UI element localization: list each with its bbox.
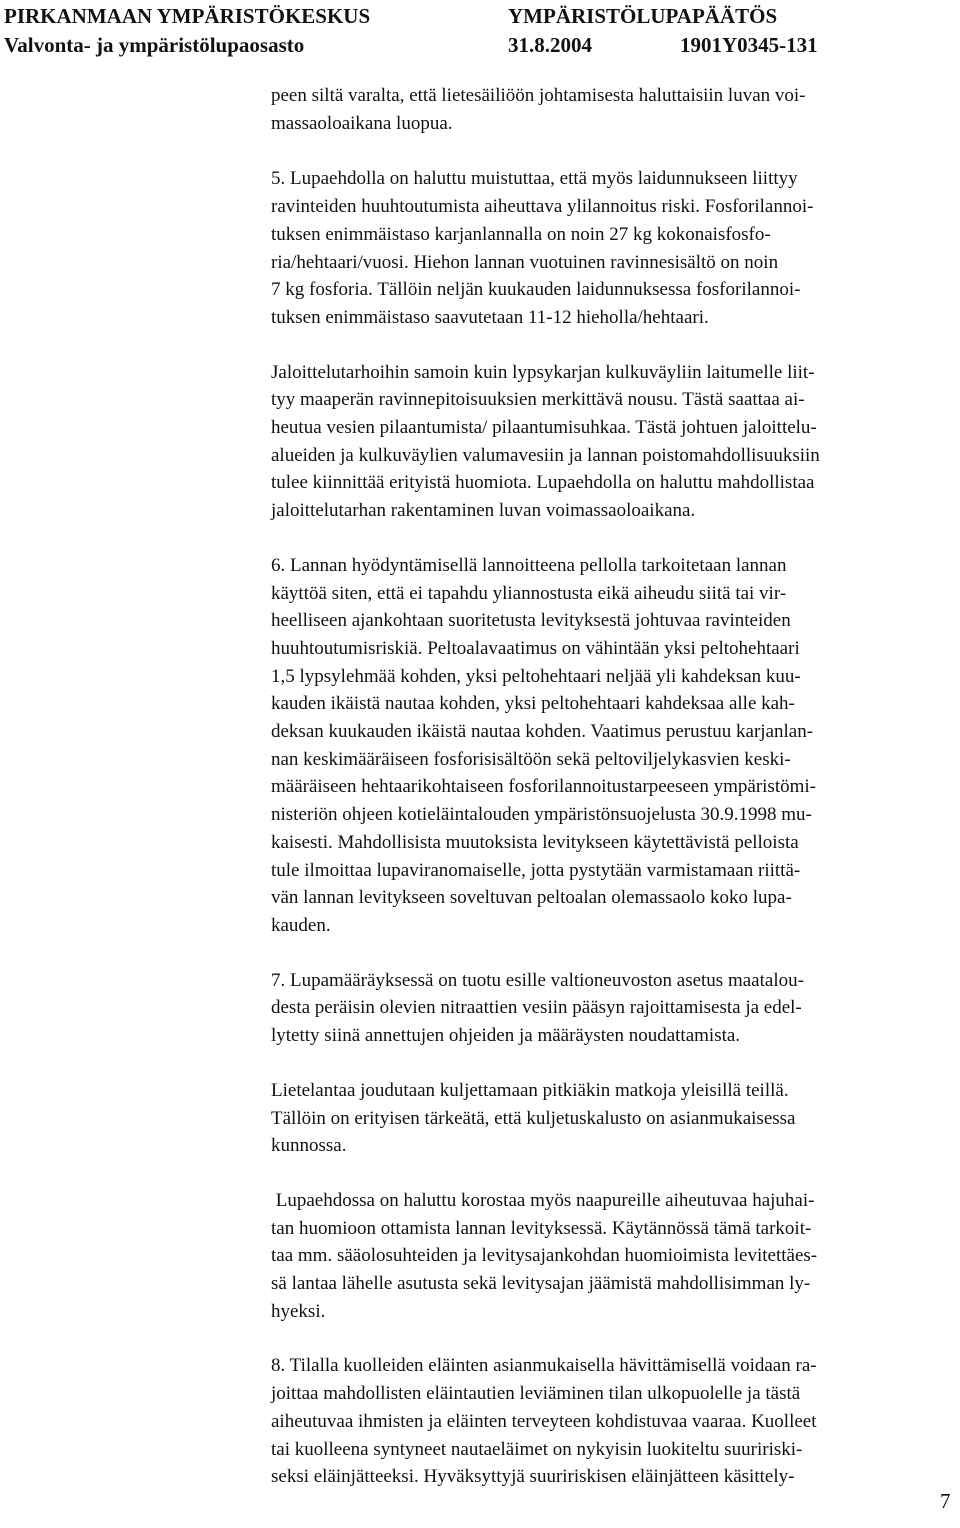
text-line: deksan kuukauden ikäistä nautaa kohden. Vaatimus perustuu karjanlan- [271,721,814,743]
text-line: 7. Lupamääräyksessä on tuotu esille valtioneuvoston asetus maatalou- [271,969,804,991]
text-line: sä lantaa lähelle asutusta sekä levitysajan jäämistä mahdollisimman ly- [271,1273,811,1295]
text-line: jaloittelutarhan rakentaminen luvan voimassaoloaikana. [271,500,696,522]
text-line: vän lannan levitykseen soveltuvan peltoalan olemassaolo koko lupa- [271,887,792,909]
paragraph [271,1187,960,1326]
text-line: massaoloaikana luopua. [271,112,453,134]
reference-number: 1901Y0345-131 [680,33,818,57]
text-line: kauden. [271,914,331,936]
text-line: ria/hehtaari/vuosi. Hiehon lannan vuotuinen ravinnesisältö on noin [271,251,779,273]
text-line: 7 kg fosforia. Tällöin neljän kuukauden laidunnuksessa fosforilannoi- [271,279,801,301]
text-line: tuksen enimmäistaso karjanlannalla on noin 27 kg kokonaisfosfo- [271,223,771,245]
text-line: tan huomioon ottamista lannan levityksessä. Käytännössä tämä tarkoit- [271,1217,812,1239]
text-line: lytetty siinä annettujen ohjeiden ja määräysten noudattamista. [271,1025,741,1047]
paragraph-item-7 [271,967,960,1050]
text-line: tuksen enimmäistaso saavutetaan 11-12 hieholla/hehtaari. [271,306,709,328]
text-line: hyeksi. [271,1300,326,1322]
text-line: heelliseen ajankohtaan suoritetusta levityksestä johtuvaa ravinteiden [271,610,791,632]
text-line: tulee kiinnittää erityistä huomiota. Lupaehdolla on haluttu mahdollistaa [271,472,815,494]
text-line: kaisesti. Mahdollisista muutoksista levitykseen käytettävistä pelloista [271,831,799,853]
text-line: tai kuolleena syntyneet nautaeläimet on nykyisin luokiteltu suuririski- [271,1438,803,1460]
paragraph-item-5 [271,165,960,331]
text-line: desta peräisin olevien nitraattien vesiin pääsyn rajoittamisesta ja edel- [271,997,802,1019]
text-line: kauden ikäistä nautaa kohden, yksi peltohehtaari kahdeksaa alle kah- [271,693,795,715]
text-line: Jaloittelutarhoihin samoin kuin lypsykarjan kulkuväyliin laitumelle liit- [271,361,815,383]
text-line: 6. Lannan hyödyntämisellä lannoitteena pellolla tarkoitetaan lannan [271,554,787,576]
paragraph [271,1077,960,1160]
text-line: ravinteiden huuhtoutumista aiheuttava ylilannoitus riski. Fosforilannoi- [271,196,814,218]
text-line: 5. Lupaehdolla on haluttu muistuttaa, että myös laidunnukseen liittyy [271,168,798,190]
paragraph [271,359,960,525]
text-line: huuhtoutumisriskiä. Peltoalavaatimus on vähintään yksi peltohehtaari [271,637,800,659]
document-body [271,82,960,1491]
text-line: tyy maaperän ravinnepitoisuuksien merkittävä nousu. Tästä saattaa ai- [271,389,805,411]
document-type: YMPÄRISTÖLUPAPÄÄTÖS [508,4,778,28]
text-line: määräiseen hehtaarikohtaiseen fosforilannoitustarpeeseen ympäristömi- [271,776,816,798]
paragraph [271,82,960,137]
text-line: Lupaehdossa on haluttu korostaa myös naapureille aiheutuvaa hajuhai- [271,1189,815,1211]
page-number: 7 [940,1489,951,1513]
text-line: tule ilmoittaa lupaviranomaiselle, jotta pystytään varmistamaan riittä- [271,859,801,881]
organization-name: PIRKANMAAN YMPÄRISTÖKESKUS [4,4,371,28]
text-line: taa mm. sääolosuhteiden ja levitysajankohdan huomioimista levitettäes- [271,1245,818,1267]
text-line: käyttöä siten, että ei tapahdu yliannostusta eikä aiheudu siitä tai vir- [271,582,787,604]
paragraph-item-8 [271,1352,960,1491]
department-name: Valvonta- ja ympäristölupaosasto [4,33,305,57]
text-line: 8. Tilalla kuolleiden eläinten asianmukaisella hävittämisellä voidaan ra- [271,1355,817,1377]
text-line: nisteriön ohjeen kotieläintalouden ympäristönsuojelusta 30.9.1998 mu- [271,804,812,826]
text-line: aiheutuvaa ihmisten ja eläinten terveyteen kohdistuvaa vaaraa. Kuolleet [271,1410,817,1432]
text-line: seksi eläinjätteeksi. Hyväksyttyjä suuririskisen eläinjätteen käsittely- [271,1466,795,1488]
text-line: kunnossa. [271,1135,347,1157]
text-line: Lietelantaa joudutaan kuljettamaan pitkiäkin matkoja yleisillä teillä. [271,1079,789,1101]
decision-date: 31.8.2004 [508,33,592,57]
page-header [0,4,960,62]
text-line: peen siltä varalta, että lietesäiliöön johtamisesta haluttaisiin luvan voi- [271,85,806,106]
text-line: Tällöin on erityisen tärkeätä, että kuljetuskalusto on asianmukaisessa [271,1107,796,1129]
paragraph-item-6 [271,552,960,940]
text-line: alueiden ja kulkuväylien valumavesiin ja lannan poistomahdollisuuksiin [271,444,820,466]
text-line: nan keskimääräiseen fosforisisältöön sekä peltoviljelykasvien keski- [271,748,791,770]
text-line: joittaa mahdollisten eläintautien leviäminen tilan ulkopuolelle ja tästä [271,1383,801,1405]
text-line: 1,5 lypsylehmää kohden, yksi peltohehtaari neljää yli kahdeksan kuu- [271,665,801,687]
text-line: heutua vesien pilaantumista/ pilaantumisuhkaa. Tästä johtuen jaloittelu- [271,417,817,439]
